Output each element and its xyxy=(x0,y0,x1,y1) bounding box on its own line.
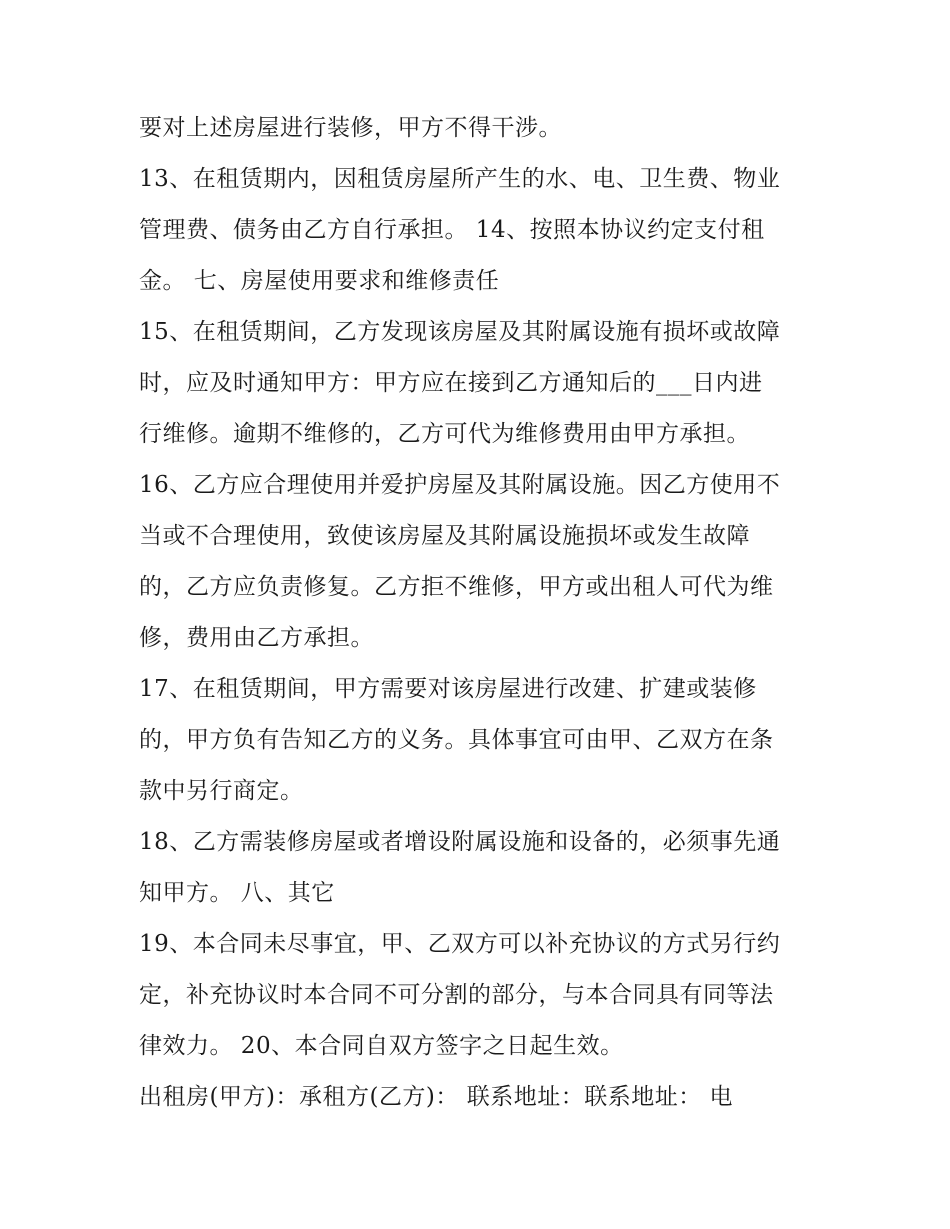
text-line: 出租房(甲方)：承租方(乙方)： 联系地址：联系地址： 电 xyxy=(139,1084,734,1110)
text-line: 定，补充协议时本合同不可分割的部分，与本合同具有同等法 xyxy=(139,982,774,1008)
text-line: 13、在租赁期内，因租赁房屋所产生的水、电、卫生费、物业 xyxy=(139,166,781,192)
text-line: 律效力。 20、本合同自双方签字之日起生效。 xyxy=(139,1033,624,1059)
text-line: 的，甲方负有告知乙方的义务。具体事宜可由甲、乙双方在条 xyxy=(139,727,774,753)
text-line: 当或不合理使用，致使该房屋及其附属设施损坏或发生故障 xyxy=(139,523,750,549)
text-line: 17、在租赁期间，甲方需要对该房屋进行改建、扩建或装修 xyxy=(139,676,757,702)
text-line: 15、在租赁期间，乙方发现该房屋及其附属设施有损坏或故障 xyxy=(139,319,781,345)
text-line: 时，应及时通知甲方：甲方应在接到乙方通知后的___日内进 xyxy=(139,370,763,396)
text-line: 18、乙方需装修房屋或者增设附属设施和设备的，必须事先通 xyxy=(139,829,781,855)
text-line: 管理费、债务由乙方自行承担。 14、按照本协议约定支付租 xyxy=(139,217,765,243)
text-line: 要对上述房屋进行装修，甲方不得干涉。 xyxy=(139,115,562,141)
text-line: 修，费用由乙方承担。 xyxy=(139,625,374,651)
text-line: 知甲方。 八、其它 xyxy=(139,880,335,906)
text-line: 行维修。逾期不维修的，乙方可代为维修费用由甲方承担。 xyxy=(139,421,750,447)
text-line: 16、乙方应合理使用并爱护房屋及其附属设施。因乙方使用不 xyxy=(139,472,781,498)
text-line: 的，乙方应负责修复。乙方拒不维修，甲方或出租人可代为维 xyxy=(139,574,774,600)
text-line: 金。 七、房屋使用要求和维修责任 xyxy=(139,268,500,294)
document-body xyxy=(139,103,819,1123)
text-line: 款中另行商定。 xyxy=(139,778,304,804)
text-line: 19、本合同未尽事宜，甲、乙双方可以补充协议的方式另行约 xyxy=(139,931,781,957)
